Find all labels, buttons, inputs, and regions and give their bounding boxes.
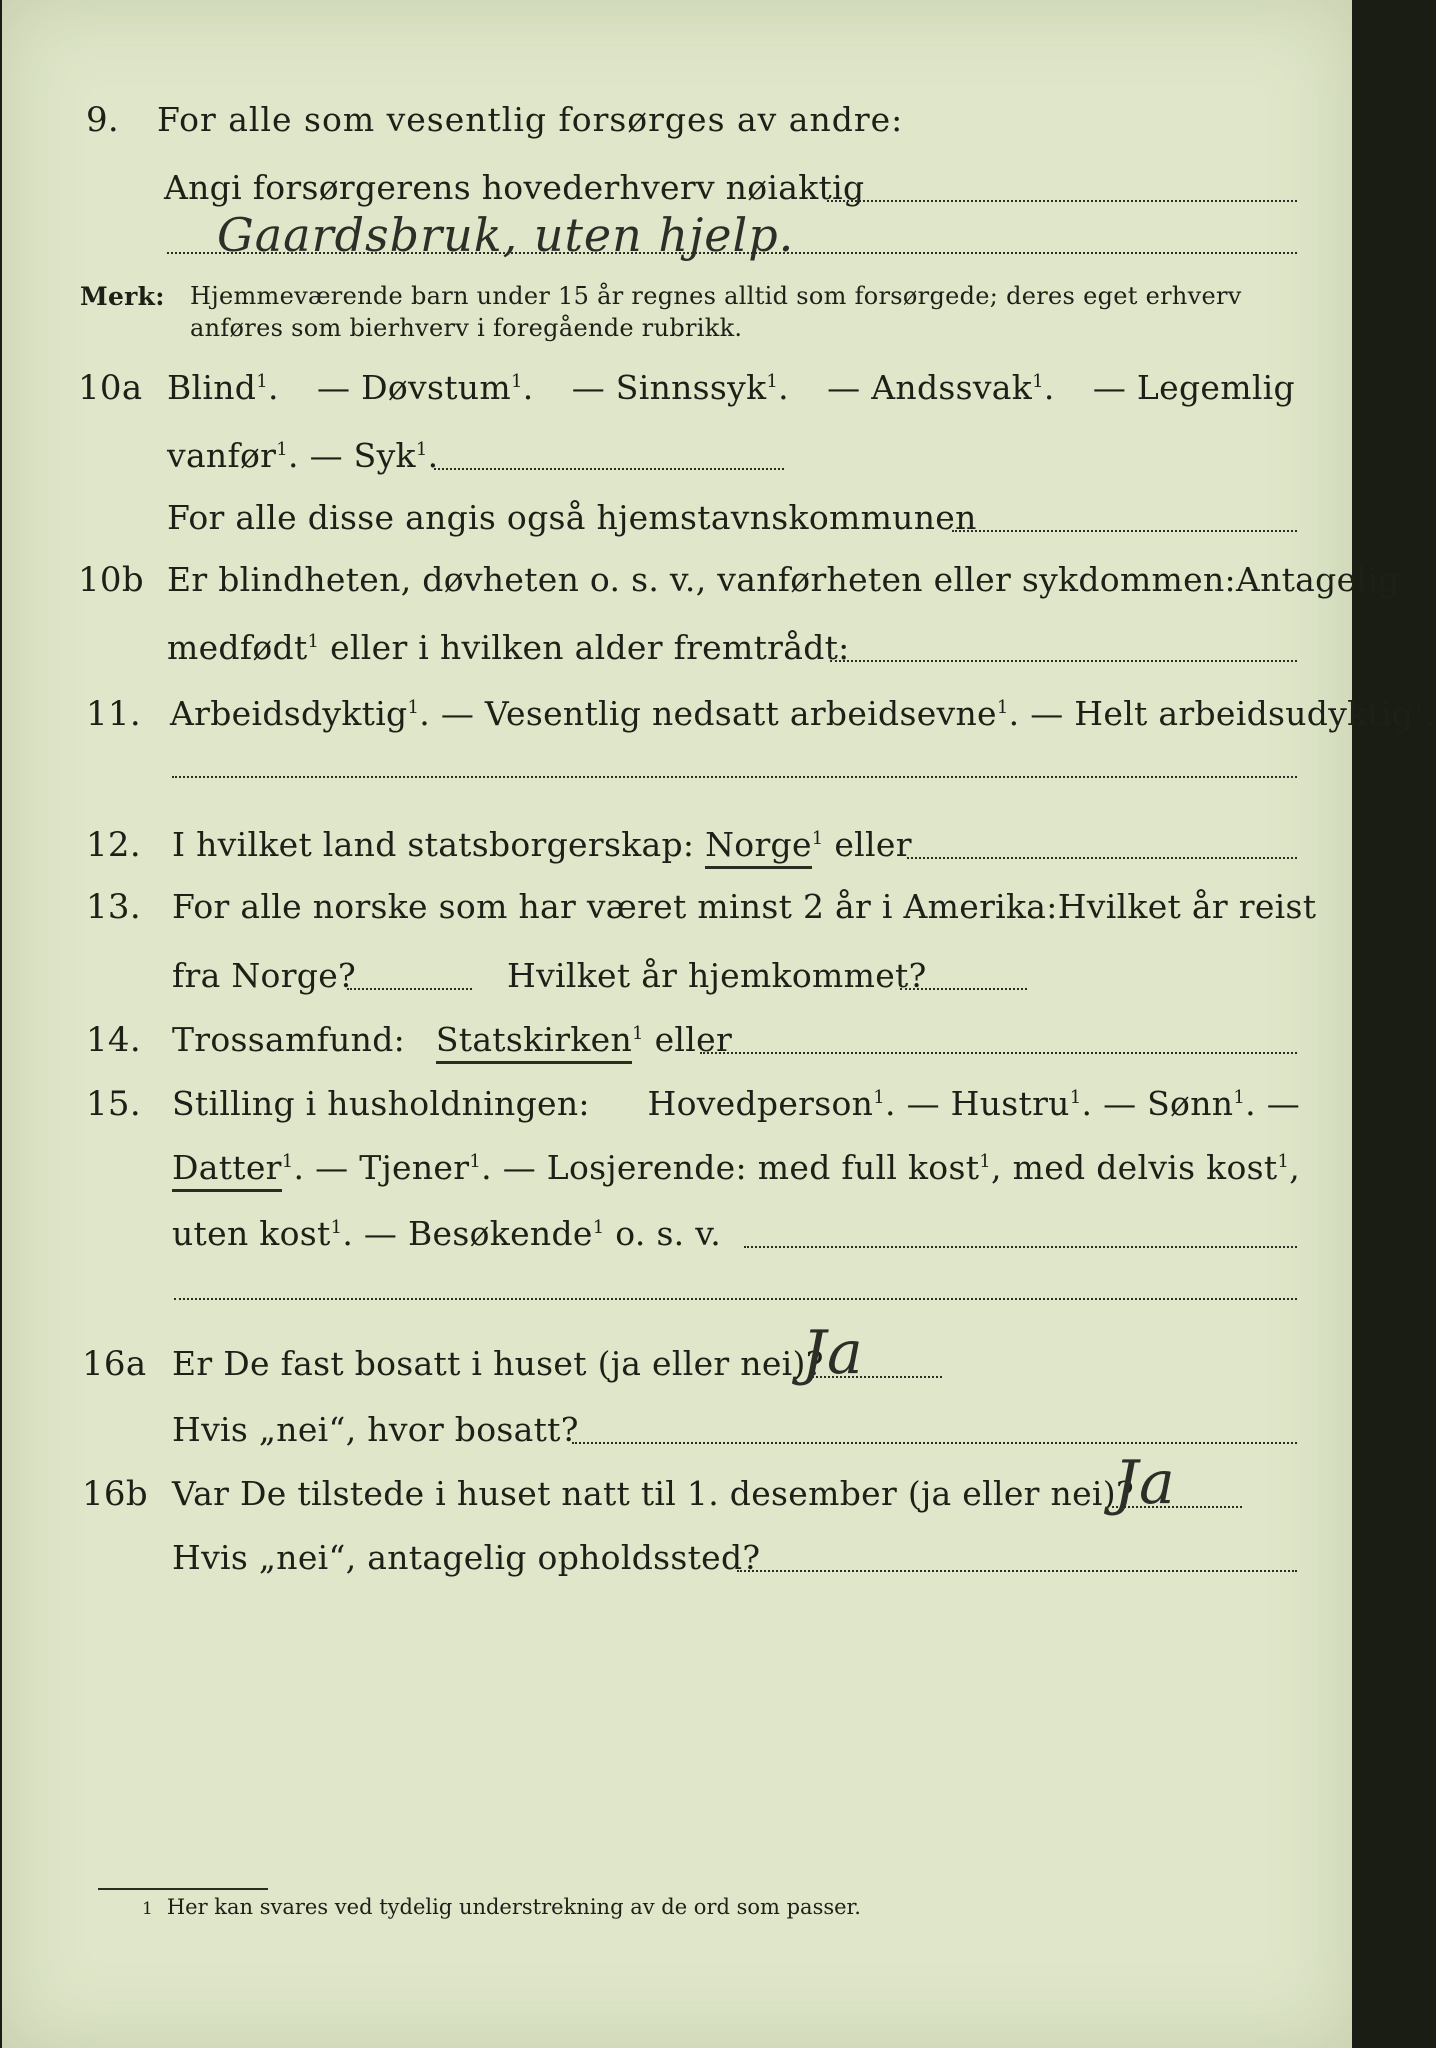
q9-answer-dotted-line: [167, 252, 1297, 254]
q15-sonn: . — Sønn: [1081, 1084, 1234, 1123]
q15-uten-kost: uten kost: [172, 1214, 331, 1253]
q10a-andssvak-sup: 1: [1032, 371, 1044, 392]
q15-sonn-sup: 1: [1233, 1087, 1246, 1108]
q13-hjemkommet-dotted-line: [900, 988, 1027, 990]
q11-arbeidsdyktig: Arbeidsdyktig: [170, 694, 408, 733]
q10a-legemlig: — Legemlig: [1092, 368, 1295, 407]
q15-osv: o. s. v.: [604, 1214, 722, 1253]
q15-dash: . —: [1245, 1084, 1300, 1123]
merk-line1: Hjemmeværende barn under 15 år regnes alltid som forsørgede; deres eget erhverv: [190, 282, 1242, 310]
q11-a-sup: 1: [407, 697, 420, 718]
q15-dotted-line: [744, 1246, 1297, 1248]
q15-delvis-kost-sup: 1: [1277, 1151, 1290, 1172]
q15-number: 15.: [86, 1084, 141, 1124]
footnote-rule: [98, 1888, 268, 1890]
q10a-sinnssyk-sup: 1: [766, 371, 779, 392]
q15-hovedperson-sup: 1: [873, 1087, 885, 1108]
q16a-number: 16a: [82, 1344, 147, 1384]
q12-norge-underlined: Norge: [705, 825, 812, 869]
q16b-dotted-line: [1112, 1506, 1242, 1508]
q15-hustru: . — Hustru: [884, 1084, 1070, 1123]
q10a-number: 10a: [78, 368, 143, 408]
footnote-text: Her kan svares ved tydelig understrekning av de ord som passer.: [166, 1895, 861, 1919]
footnote-mark: 1: [142, 1899, 153, 1919]
q15-datter-sup: 1: [281, 1151, 294, 1172]
q11-udyktig: . — Helt arbeidsudyktig: [1008, 694, 1414, 733]
q13-hjemkommet: Hvilket år hjemkommet?: [507, 956, 927, 995]
q16b-hvis-nei: Hvis „nei“, antagelig opholdssted?: [172, 1538, 761, 1577]
q10b-line1: Er blindheten, døvheten o. s. v., vanførheten eller sykdommen:: [167, 560, 1236, 599]
census-form-page: 9. For alle som vesentlig forsørges av andre: Angi forsørgerens hovederhverv nøiaktig Gaardsbruk, uten hjelp. Merk: Hjemmeværende barn under 15 år regnes alltid som forsørgede; deres eget erhverv anføres som bierhverv i foregående rubrikk. 10a Blind$^1$. — Døvstum$^1$. — Sinnssyk$^1$. — Andssvak$^1$. — Legemlig vanfør$^1$. — Syk$^1$. For alle disse angis også hjemstavnskommunen 10b Er blindheten, døvheten o. s. v., vanførheten eller sykdommen: Antagelig medfødt$^1$ eller i hvilken alder fremtrådt: 11. Arbeidsdyktig$^1$. — Vesentlig nedsatt arbeidsevne$^1$. — Helt arbeidsudyktig$^1$. 12. I hvilket land statsborgerskap: Norge$^1$ eller 13. For alle norske som har været minst 2 år i Amerika: Hvilket år reist fra Norge? Hvilket år hjemkommet? 14. Trossamfund: Statskirken$^1$ eller 15. Stilling i husholdningen: Hovedperson$^1$. — Hustru$^1$. — Sønn$^1$. — Datter$^1$. — Tjener$^1$. — Losjerende: med full kost$^1$, med delvis kost$^1$, uten kost$^1$. — Besøkende$^1$ o. s. v. 16a Er De fast bosatt i huset (ja eller nei)? Ja Hvis „nei“, hvor bosatt? 16b Var De tilstede i huset natt til 1. desember (ja eller nei)? Ja Hvis „nei“, antagelig opholdssted? 1 Her kan svares ved tydelig understrekning av de ord som passer.: [2, 0, 1352, 2048]
q14-label: Trossamfund:: [172, 1020, 406, 1059]
q16b-opholdssted-dotted-line: [737, 1570, 1297, 1572]
q11-nedsatt: . — Vesentlig nedsatt arbeidsevne: [419, 694, 997, 733]
q9-number: 9.: [86, 100, 120, 140]
q16a-hvis-nei: Hvis „nei“, hvor bosatt?: [172, 1410, 579, 1449]
q12-eller: eller: [823, 825, 912, 864]
q15-uten-kost-sup: 1: [330, 1217, 343, 1238]
q15-hovedperson: Hovedperson: [647, 1084, 874, 1123]
q13-number: 13.: [86, 887, 141, 927]
q11-number: 11.: [86, 694, 141, 734]
q10b-medfodt: medfødt: [167, 628, 308, 667]
q15-datter-underlined: Datter: [172, 1148, 282, 1192]
q11-b-sup: 1: [996, 697, 1009, 718]
q13-reist: Hvilket år reist: [1057, 887, 1317, 926]
q12-dotted-line: [907, 857, 1297, 859]
q10a-dovstum-sup: 1: [510, 371, 523, 392]
q13-reist-dotted-line: [347, 988, 472, 990]
q12-number: 12.: [86, 825, 141, 865]
q16a-handwritten-answer: Ja: [802, 1318, 864, 1388]
q15-losjerende: . — Losjerende:: [481, 1148, 747, 1187]
q15-hustru-sup: 1: [1069, 1087, 1082, 1108]
q16a-question: Er De fast bosatt i huset (ja eller nei)?: [172, 1344, 824, 1383]
q10b-alder: eller i hvilken alder fremtrådt:: [319, 628, 850, 667]
merk-label: Merk:: [80, 282, 165, 311]
q10a-vanfor-sup: 1: [276, 439, 288, 460]
q10a-vanfor: vanfør: [167, 436, 277, 475]
q12-label: I hvilket land statsborgerskap:: [172, 825, 695, 864]
q16b-handwritten-answer: Ja: [1114, 1448, 1176, 1518]
q11-dotted-line: [172, 776, 1297, 778]
q14-dotted-line: [700, 1052, 1297, 1054]
q10a-syk-sup: 1: [415, 439, 428, 460]
q15-besokende: . — Besøkende: [342, 1214, 593, 1253]
q16a-bosatt-dotted-line: [572, 1442, 1297, 1444]
q10a-blind-sup: 1: [256, 371, 269, 392]
q15-tjener-sup: 1: [469, 1151, 482, 1172]
q9-title: For alle som vesentlig forsørges av andre:: [157, 100, 904, 139]
q16b-number: 16b: [82, 1474, 148, 1514]
q15-label: Stilling i husholdningen:: [172, 1084, 590, 1123]
q10a-dovstum: — Døvstum: [317, 368, 511, 407]
q10b-antagelig: Antagelig: [1235, 560, 1400, 599]
q9-provider-occupation-label: Angi forsørgerens hovederhverv nøiaktig: [164, 168, 865, 207]
q10a-syk: . — Syk: [288, 436, 416, 475]
q10a-sinnssyk: — Sinnssyk: [571, 368, 767, 407]
q9-handwritten-answer: Gaardsbruk, uten hjelp.: [217, 208, 795, 262]
q10a-hometown-dotted-line: [952, 530, 1297, 532]
q10b-medfodt-sup: 1: [307, 631, 320, 652]
q15-delvis-kost: , med delvis kost: [991, 1148, 1278, 1187]
q15-extra-dotted-line: [174, 1298, 1297, 1300]
q15-tjener: . — Tjener: [293, 1148, 470, 1187]
q14-statskirken-underlined: Statskirken: [436, 1020, 632, 1064]
q10a-options: Blind$^1$. — Døvstum$^1$. — Sinnssyk$^1$. — Andssvak$^1$. — Legemlig: [167, 368, 1295, 407]
q16b-question: Var De tilstede i huset natt til 1. desember (ja eller nei)?: [172, 1474, 1134, 1513]
q15-full-kost: med full kost: [757, 1148, 980, 1187]
footnote: [142, 1895, 861, 1919]
q16a-dotted-line: [812, 1376, 942, 1378]
q15-besokende-sup: 1: [592, 1217, 605, 1238]
q10b-number: 10b: [78, 560, 144, 600]
q9-dotted-line: [827, 200, 1297, 202]
q10b-dotted-line: [830, 660, 1297, 662]
q14-sup: 1: [632, 1023, 644, 1044]
q10a-hometown-label: For alle disse angis også hjemstavnskommunen: [167, 498, 977, 537]
q12-sup: 1: [811, 828, 824, 849]
q11-c-sup: 1: [1413, 697, 1426, 718]
q13-line1: For alle norske som har været minst 2 år i Amerika:: [172, 887, 1058, 926]
q14-number: 14.: [86, 1020, 141, 1060]
q13-fra-norge: fra Norge?: [172, 956, 357, 995]
merk-line2: anføres som bierhverv i foregående rubrikk.: [190, 314, 743, 342]
q14-eller: eller: [643, 1020, 733, 1059]
q10a-dotted-line: [434, 468, 784, 470]
q10a-blind: Blind: [167, 368, 257, 407]
q15-full-kost-sup: 1: [979, 1151, 992, 1172]
q10a-andssvak: — Andssvak: [827, 368, 1033, 407]
